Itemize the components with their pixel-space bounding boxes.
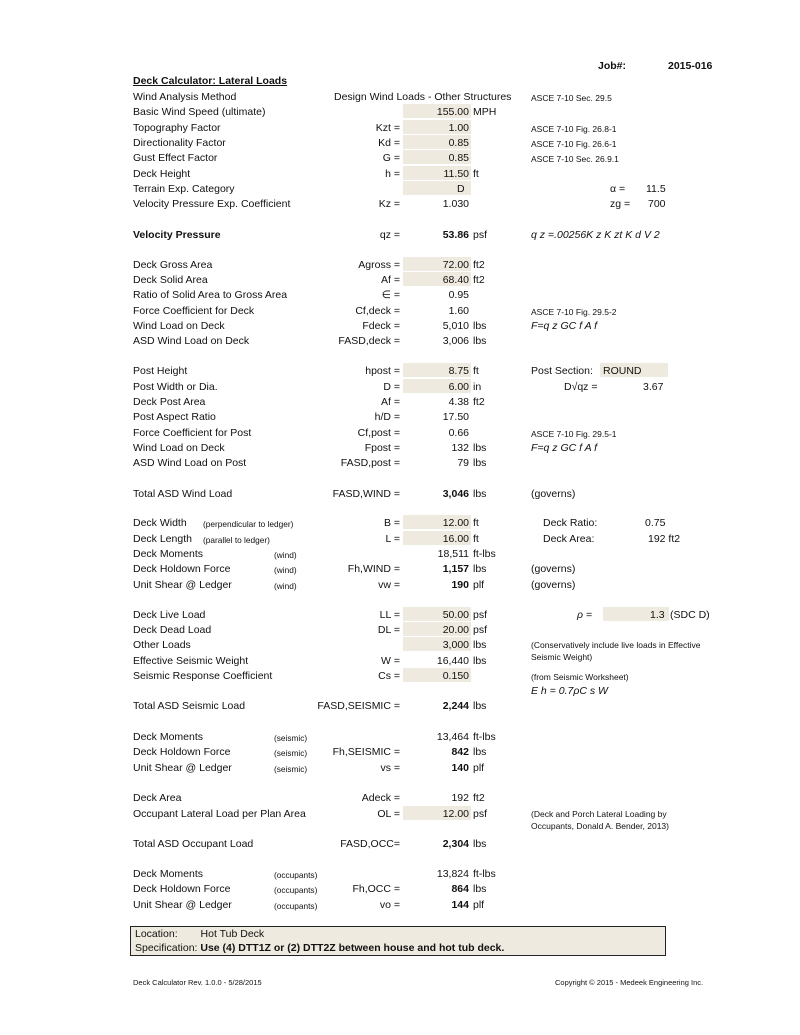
row-label: Total ASD Occupant Load bbox=[133, 838, 254, 850]
job-number: 2015-016 bbox=[668, 60, 713, 72]
unit: MPH bbox=[473, 106, 497, 118]
deck-length-value: 16.00 bbox=[442, 533, 469, 545]
seismic-weight-value: 16,440 bbox=[436, 655, 469, 667]
occupant-holdown-value: 864 bbox=[451, 883, 469, 895]
specification-value: Use (4) DTT1Z or (2) DTT2Z between house and hot tub deck. bbox=[200, 942, 505, 954]
symbol: D = bbox=[383, 381, 400, 393]
wind-method-value: Design Wind Loads - Other Structures bbox=[334, 91, 512, 103]
row-label: Deck Holdown Force bbox=[133, 563, 231, 575]
unit: ft2 bbox=[473, 259, 485, 271]
unit: ft-lbs bbox=[473, 548, 496, 560]
note: Seismic Weight) bbox=[531, 652, 593, 662]
d-sqrt-qz-symbol: D√qz = bbox=[564, 381, 598, 393]
row-label: Gust Effect Factor bbox=[133, 152, 218, 164]
governs-note: (governs) bbox=[531, 579, 576, 591]
unit: ft2 bbox=[473, 396, 485, 408]
symbol: FASD,deck = bbox=[338, 335, 400, 347]
f-deck-value: 5,010 bbox=[442, 320, 469, 332]
symbol: Fpost = bbox=[364, 442, 400, 454]
live-load-value: 50.00 bbox=[442, 609, 469, 621]
row-label: Topography Factor bbox=[133, 122, 221, 134]
row-label: Deck Dead Load bbox=[133, 624, 212, 636]
row-label: Post Width or Dia. bbox=[133, 381, 218, 393]
row-label: Basic Wind Speed (ultimate) bbox=[133, 106, 266, 118]
unit: psf bbox=[473, 609, 488, 621]
row-sublabel: (wind) bbox=[274, 581, 297, 591]
wind-moments-value: 18,511 bbox=[437, 548, 469, 560]
row-label: Unit Shear @ Ledger bbox=[133, 579, 232, 591]
symbol: Adeck = bbox=[361, 792, 400, 804]
rho-symbol: ρ = bbox=[577, 609, 593, 621]
unit: ft2 bbox=[473, 274, 485, 286]
unit: lbs bbox=[473, 700, 487, 712]
sdc-note: (SDC D) bbox=[670, 609, 710, 621]
symbol: Agross = bbox=[358, 259, 400, 271]
row-label: ASD Wind Load on Post bbox=[133, 457, 247, 469]
row-label: Wind Analysis Method bbox=[133, 91, 237, 103]
alpha-value: 11.5 bbox=[646, 183, 666, 195]
velocity-pressure-value: 53.86 bbox=[442, 229, 469, 241]
deck-width-value: 12.00 bbox=[442, 517, 469, 529]
job-label: Job#: bbox=[598, 60, 627, 72]
location-label: Location: bbox=[135, 928, 178, 940]
row-label: Occupant Lateral Load per Plan Area bbox=[133, 808, 306, 820]
note: Occupants, Donald A. Bender, 2013) bbox=[531, 821, 669, 831]
symbol: Fh,WIND = bbox=[347, 563, 400, 575]
total-occupant-value: 2,304 bbox=[442, 838, 469, 850]
note: (Conservatively include live loads in Effective bbox=[531, 640, 701, 650]
unit: ft bbox=[473, 533, 479, 545]
symbol: Fh,OCC = bbox=[352, 883, 400, 895]
row-label: Post Height bbox=[133, 365, 188, 377]
formula: F=q z GC f A f bbox=[531, 320, 598, 332]
post-width-value: 6.00 bbox=[448, 381, 469, 393]
seismic-shear-value: 140 bbox=[451, 762, 469, 774]
total-seismic-value: 2,244 bbox=[442, 700, 469, 712]
d-sqrt-qz-value: 3.67 bbox=[643, 381, 664, 393]
row-label: Deck Length bbox=[133, 533, 192, 545]
formula: F=q z GC f A f bbox=[531, 442, 598, 454]
footer-revision: Deck Calculator Rev. 1.0.0 - 5/28/2015 bbox=[133, 978, 262, 987]
unit: in bbox=[473, 381, 482, 393]
row-sublabel: (occupants) bbox=[274, 870, 318, 880]
reference: ASCE 7-10 Sec. 29.5 bbox=[531, 93, 612, 103]
dead-load-value: 20.00 bbox=[442, 624, 469, 636]
symbol: FASD,post = bbox=[340, 457, 400, 469]
row-label: Deck Width bbox=[133, 517, 187, 529]
unit: ft bbox=[473, 517, 479, 529]
reference: ASCE 7-10 Fig. 29.5-1 bbox=[531, 429, 617, 439]
row-label: ASD Wind Load on Deck bbox=[133, 335, 250, 347]
other-loads-value: 3,000 bbox=[442, 639, 469, 651]
deck-ratio-value: 0.75 bbox=[645, 517, 666, 529]
f-asd-post-value: 79 bbox=[457, 457, 469, 469]
symbol: L = bbox=[385, 533, 400, 545]
reference: ASCE 7-10 Fig. 26.6-1 bbox=[531, 139, 617, 149]
symbol: Cs = bbox=[378, 670, 400, 682]
cs-value: 0.150 bbox=[442, 670, 469, 682]
row-sublabel: (seismic) bbox=[274, 764, 308, 774]
row-sublabel: (seismic) bbox=[274, 748, 308, 758]
post-section-value: ROUND bbox=[603, 365, 642, 377]
unit: psf bbox=[473, 624, 488, 636]
row-label: Deck Solid Area bbox=[133, 274, 208, 286]
cf-post-value: 0.66 bbox=[448, 427, 469, 439]
row-label: Deck Gross Area bbox=[133, 259, 213, 271]
unit: lbs bbox=[473, 639, 487, 651]
deck-ratio-label: Deck Ratio: bbox=[543, 517, 598, 529]
row-label: Force Coefficient for Post bbox=[133, 427, 252, 439]
page-title: Deck Calculator: Lateral Loads bbox=[133, 75, 288, 87]
solid-area-value: 68.40 bbox=[442, 274, 469, 286]
occupant-moments-value: 13,824 bbox=[436, 868, 469, 880]
location-line bbox=[135, 928, 264, 941]
alpha-symbol: α = bbox=[610, 183, 626, 195]
footer-copyright: Copyright © 2015 - Medeek Engineering Inc. bbox=[555, 978, 704, 987]
zg-symbol: zg = bbox=[610, 198, 631, 210]
row-label: Effective Seismic Weight bbox=[133, 655, 249, 667]
unit: lbs bbox=[473, 442, 487, 454]
symbol: FASD,WIND = bbox=[332, 488, 400, 500]
unit: psf bbox=[473, 229, 488, 241]
row-label: Velocity Pressure bbox=[133, 229, 221, 241]
governs-note: (governs) bbox=[531, 563, 576, 575]
symbol: h = bbox=[385, 168, 400, 180]
unit: plf bbox=[473, 762, 485, 774]
occupant-shear-value: 144 bbox=[451, 899, 469, 911]
row-label: Unit Shear @ Ledger bbox=[133, 762, 232, 774]
row-label: Terrain Exp. Category bbox=[133, 183, 235, 195]
kzt-value: 1.00 bbox=[448, 122, 469, 134]
deck-height-value: 11.50 bbox=[443, 168, 469, 180]
row-label: Total ASD Wind Load bbox=[133, 488, 233, 500]
seismic-moments-value: 13,464 bbox=[436, 731, 469, 743]
row-label: Deck Live Load bbox=[133, 609, 206, 621]
symbol: Cf,deck = bbox=[355, 305, 400, 317]
symbol: ∈ = bbox=[381, 289, 400, 301]
symbol: Fh,SEISMIC = bbox=[332, 746, 400, 758]
f-post-value: 132 bbox=[451, 442, 469, 454]
reference: ASCE 7-10 Fig. 29.5-2 bbox=[531, 307, 617, 317]
row-sublabel: (wind) bbox=[274, 550, 297, 560]
symbol: OL = bbox=[377, 808, 400, 820]
unit: ft bbox=[473, 365, 479, 377]
unit: ft-lbs bbox=[473, 731, 496, 743]
specification-label: Specification: bbox=[135, 942, 198, 954]
wind-shear-value: 190 bbox=[451, 579, 469, 591]
row-sublabel: (parallel to ledger) bbox=[203, 535, 270, 545]
wind-holdown-value: 1,157 bbox=[442, 563, 469, 575]
location-value[interactable]: Hot Tub Deck bbox=[200, 928, 265, 940]
row-sublabel: (occupants) bbox=[274, 885, 318, 895]
unit: ft2 bbox=[473, 792, 485, 804]
kz-value: 1.030 bbox=[442, 198, 469, 210]
row-label: Deck Moments bbox=[133, 731, 204, 743]
row-label: Directionality Factor bbox=[133, 137, 226, 149]
f-asd-deck-value: 3,006 bbox=[442, 335, 469, 347]
row-sublabel: (seismic) bbox=[274, 733, 308, 743]
symbol: Af = bbox=[381, 396, 400, 408]
row-label: Other Loads bbox=[133, 639, 191, 651]
note: (Deck and Porch Lateral Loading by bbox=[531, 809, 667, 819]
wind-speed-value: 155.00 bbox=[436, 106, 469, 118]
row-label: Deck Moments bbox=[133, 548, 204, 560]
kd-value: 0.85 bbox=[448, 137, 469, 149]
solid-ratio-value: 0.95 bbox=[448, 289, 469, 301]
g-value: 0.85 bbox=[448, 152, 469, 164]
row-label: Deck Post Area bbox=[133, 396, 206, 408]
unit: ft bbox=[473, 168, 479, 180]
occupant-deck-area-value: 192 bbox=[451, 792, 469, 804]
row-sublabel: (perpendicular to ledger) bbox=[203, 519, 294, 529]
symbol: Kd = bbox=[378, 137, 400, 149]
symbol: FASD,OCC= bbox=[340, 838, 400, 850]
unit: lbs bbox=[473, 457, 487, 469]
post-section-label: Post Section: bbox=[531, 365, 593, 377]
specification-box bbox=[130, 926, 666, 956]
unit: plf bbox=[473, 899, 485, 911]
row-label: Total ASD Seismic Load bbox=[133, 700, 246, 712]
row-label: Post Aspect Ratio bbox=[133, 411, 216, 423]
symbol: FASD,SEISMIC = bbox=[317, 700, 400, 712]
terrain-value: D bbox=[457, 183, 465, 195]
symbol: B = bbox=[383, 517, 400, 529]
unit: lbs bbox=[473, 335, 487, 347]
symbol: Cf,post = bbox=[357, 427, 400, 439]
unit: plf bbox=[473, 579, 485, 591]
row-label: Wind Load on Deck bbox=[133, 320, 225, 332]
row-label: Seismic Response Coefficient bbox=[133, 670, 273, 682]
row-label: Wind Load on Deck bbox=[133, 442, 225, 454]
unit: lbs bbox=[473, 320, 487, 332]
ol-value: 12.00 bbox=[442, 808, 469, 820]
symbol: Fdeck = bbox=[362, 320, 400, 332]
total-wind-value: 3,046 bbox=[442, 488, 469, 500]
formula: q z =.00256K z K zt K d V 2 bbox=[531, 229, 660, 241]
zg-value: 700 bbox=[648, 198, 666, 210]
symbol: Kzt = bbox=[375, 122, 400, 134]
seismic-holdown-value: 842 bbox=[451, 746, 469, 758]
specification-line bbox=[135, 942, 504, 955]
unit: lbs bbox=[473, 655, 487, 667]
symbol: W = bbox=[381, 655, 400, 667]
symbol: DL = bbox=[377, 624, 400, 636]
formula: E h = 0.7ρC s W bbox=[531, 685, 608, 697]
symbol: LL = bbox=[379, 609, 400, 621]
row-label: Deck Holdown Force bbox=[133, 883, 231, 895]
deck-area-label: Deck Area: bbox=[543, 533, 595, 545]
unit: lbs bbox=[473, 488, 487, 500]
row-label: Deck Height bbox=[133, 168, 191, 180]
row-label: Deck Moments bbox=[133, 868, 204, 880]
unit: psf bbox=[473, 808, 488, 820]
symbol: Af = bbox=[381, 274, 400, 286]
unit: ft-lbs bbox=[473, 868, 496, 880]
reference: ASCE 7-10 Sec. 26.9.1 bbox=[531, 154, 619, 164]
governs-note: (governs) bbox=[531, 488, 576, 500]
symbol: vo = bbox=[379, 899, 400, 911]
unit: lbs bbox=[473, 838, 487, 850]
symbol: qz = bbox=[379, 229, 400, 241]
post-height-value: 8.75 bbox=[448, 365, 469, 377]
symbol: Kz = bbox=[378, 198, 400, 210]
rho-value: 1.3 bbox=[650, 609, 665, 621]
symbol: vw = bbox=[378, 579, 400, 591]
row-label: Force Coefficient for Deck bbox=[133, 305, 255, 317]
unit: lbs bbox=[473, 746, 487, 758]
symbol: G = bbox=[382, 152, 400, 164]
post-aspect-value: 17.50 bbox=[442, 411, 469, 423]
symbol: vs = bbox=[380, 762, 400, 774]
row-label: Deck Area bbox=[133, 792, 182, 804]
post-area-value: 4.38 bbox=[448, 396, 469, 408]
row-label: Deck Holdown Force bbox=[133, 746, 231, 758]
unit: lbs bbox=[473, 883, 487, 895]
deck-area-value: 192 ft2 bbox=[648, 533, 681, 545]
note: (from Seismic Worksheet) bbox=[531, 672, 629, 682]
reference: ASCE 7-10 Fig. 26.8-1 bbox=[531, 124, 617, 134]
row-sublabel: (wind) bbox=[274, 565, 297, 575]
gross-area-value: 72.00 bbox=[442, 259, 469, 271]
row-sublabel: (occupants) bbox=[274, 901, 318, 911]
symbol: hpost = bbox=[365, 365, 400, 377]
row-label: Velocity Pressure Exp. Coefficient bbox=[133, 198, 291, 210]
row-label: Unit Shear @ Ledger bbox=[133, 899, 232, 911]
row-label: Ratio of Solid Area to Gross Area bbox=[133, 289, 288, 301]
unit: lbs bbox=[473, 563, 487, 575]
symbol: h/D = bbox=[374, 411, 400, 423]
cf-deck-value: 1.60 bbox=[448, 305, 469, 317]
